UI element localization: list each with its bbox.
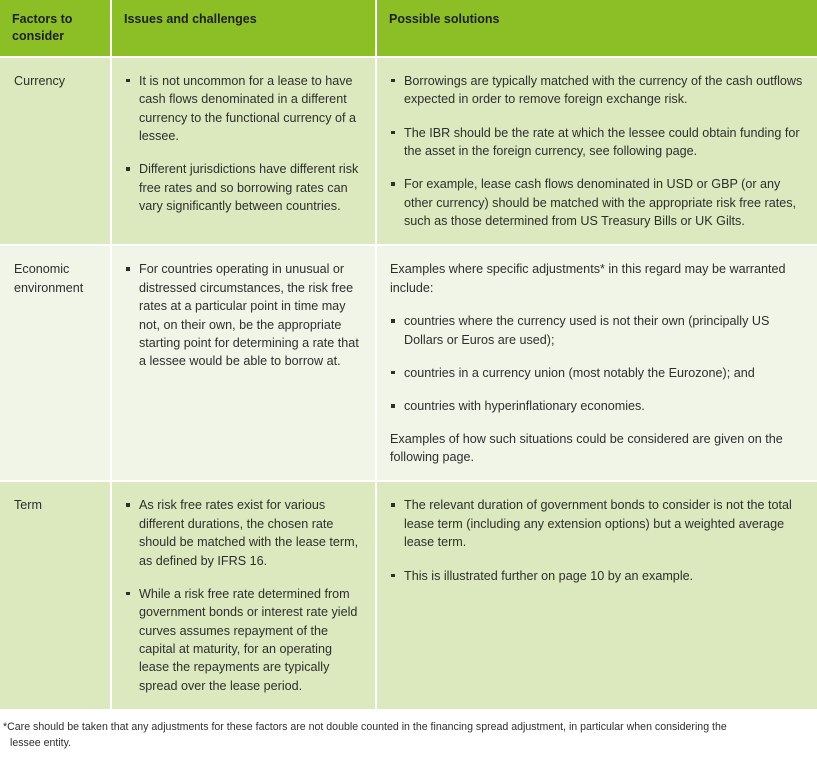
- table-row: [0, 245, 817, 481]
- footnote-line-2: lessee entity.: [10, 737, 72, 750]
- list-item: Different jurisdictions have different risk free rates and so borrowing rates can vary significantly between countries.: [125, 160, 362, 215]
- solutions-cell: [376, 481, 817, 709]
- solutions-block: [390, 260, 804, 466]
- list-item: countries in a currency union (most notably the Eurozone); and: [390, 364, 804, 382]
- solutions-cell: [376, 245, 817, 481]
- list-item: The relevant duration of government bonds to consider is not the total lease term (including any extension options) but a weighted average lease term.: [390, 496, 804, 551]
- solutions-bullet-list: [390, 72, 804, 231]
- solutions-bullet-list: [390, 312, 804, 416]
- list-item: For countries operating in unusual or distressed circumstances, the risk free rates at a particular point in time may not, on their own, be the appropriate starting point for determining a rate that a lessee would be able to borrow at.: [125, 260, 362, 370]
- list-item: It is not uncommon for a lease to have cash flows denominated in a different currency to the functional currency of a lessee.: [125, 72, 362, 146]
- factor-label-cell: Term: [0, 481, 111, 709]
- table-header: [0, 0, 817, 57]
- solutions-block: [390, 496, 804, 585]
- issues-cell: [111, 245, 376, 481]
- list-item: While a risk free rate determined from government bonds or interest rate yield curves assumes repayment of the capital at maturity, for an operating lease the repayments are typically spread over the lease period.: [125, 585, 362, 695]
- header-solutions: Possible solutions: [376, 0, 817, 57]
- list-item: As risk free rates exist for various different durations, the chosen rate should be matched with the lease term, as defined by IFRS 16.: [125, 496, 362, 570]
- table-body: [0, 57, 817, 709]
- list-item: countries with hyperinflationary economies.: [390, 397, 804, 415]
- solutions-bullet-list: [390, 496, 804, 585]
- table-row: [0, 57, 817, 246]
- list-item: Borrowings are typically matched with the currency of the cash outflows expected in order to remove foreign exchange risk.: [390, 72, 804, 109]
- list-item: countries where the currency used is not their own (principally US Dollars or Euros are used);: [390, 312, 804, 349]
- list-item: For example, lease cash flows denominated in USD or GBP (or any other currency) should be matched with the appropriate risk free rates, such as those determined from US Treasury Bills or UK Gilts.: [390, 175, 804, 230]
- solutions-cell: [376, 57, 817, 246]
- footnote: [0, 709, 817, 752]
- list-item: This is illustrated further on page 10 by an example.: [390, 567, 804, 585]
- issues-bullet-list: [125, 260, 362, 370]
- table-row: [0, 481, 817, 709]
- issues-cell: [111, 481, 376, 709]
- issues-bullet-list: [125, 496, 362, 695]
- header-factors: Factors to consider: [0, 0, 111, 57]
- factor-label-cell: Currency: [0, 57, 111, 246]
- header-issues: Issues and challenges: [111, 0, 376, 57]
- table-header-row: [0, 0, 817, 57]
- issues-bullet-list: [125, 72, 362, 216]
- list-item: The IBR should be the rate at which the lessee could obtain funding for the asset in the foreign currency, see following page.: [390, 124, 804, 161]
- solutions-intro-text: Examples where specific adjustments* in this regard may be warranted include:: [390, 262, 786, 295]
- issues-cell: [111, 57, 376, 246]
- solutions-outro-text: Examples of how such situations could be considered are given on the following page.: [390, 431, 783, 464]
- factor-label-cell: Economic environment: [0, 245, 111, 481]
- solutions-block: [390, 72, 804, 231]
- footnote-line-1: *Care should be taken that any adjustments for these factors are not double counted in the financing spread adjustment, in particular when considering the: [3, 721, 727, 734]
